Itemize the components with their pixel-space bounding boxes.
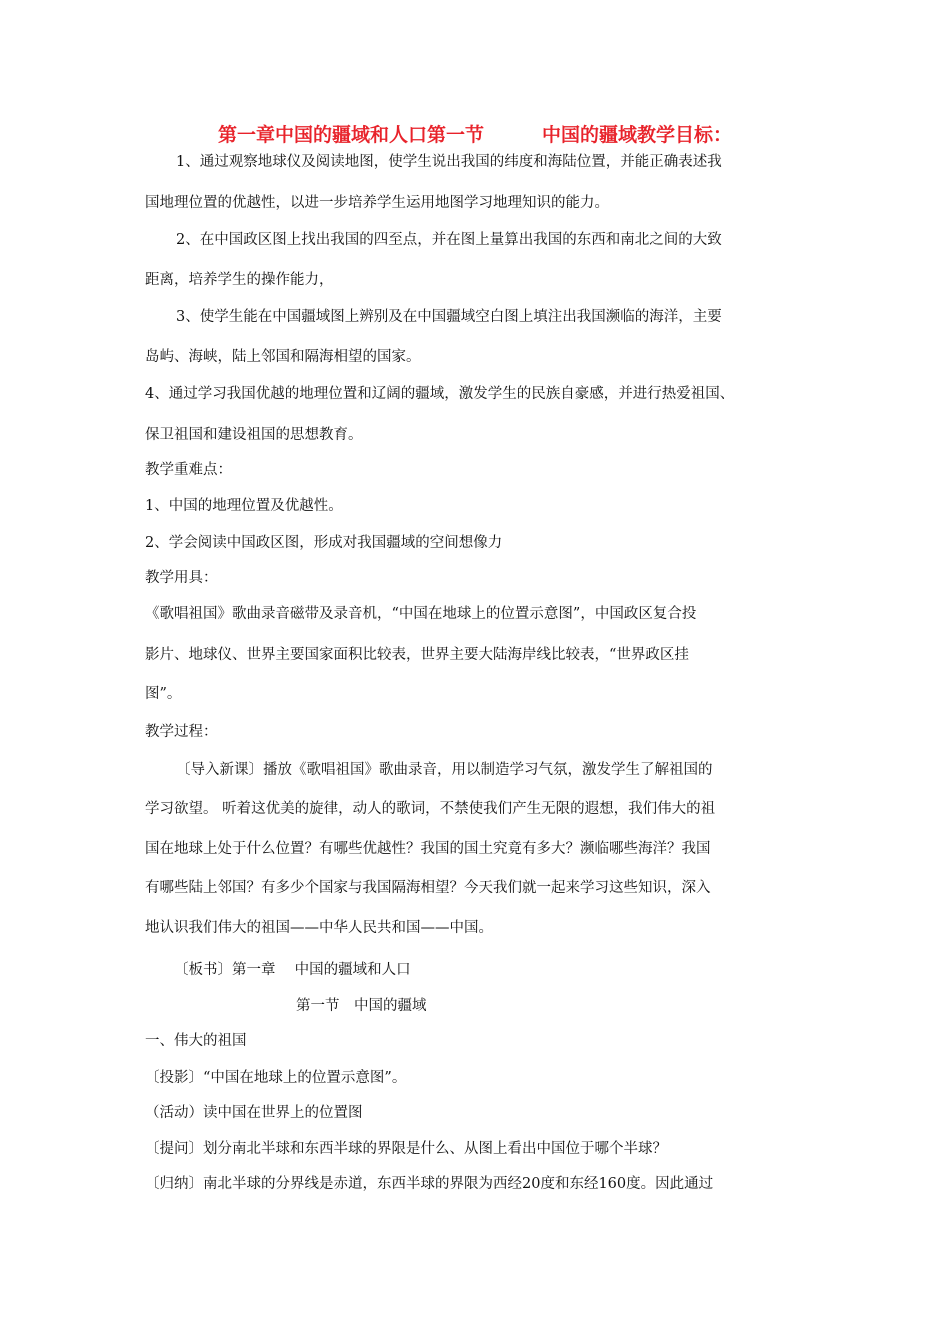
text-line: （活动）读中国在世界上的位置图 <box>145 1105 363 1121</box>
board-subheading: 第一节 中国的疆域 <box>296 998 427 1014</box>
text-line: 〔导入新课〕播放《歌唱祖国》歌曲录音，用以制造学习气氛，激发学生了解祖国的 <box>176 762 713 778</box>
text-line: 影片、地球仪、世界主要国家面积比较表，世界主要大陆海岸线比较表，“世界政区挂 <box>145 647 689 663</box>
text-line: 国地理位置的优越性，以进一步培养学生运用地图学习地理知识的能力。 <box>145 195 609 211</box>
text-line: 《歌唱祖国》歌曲录音磁带及录音机，“中国在地球上的位置示意图”，中国政区复合投 <box>145 606 697 622</box>
text-line: 距离，培养学生的操作能力， <box>145 272 334 288</box>
text-line: 岛屿、海峡，陆上邻国和隔海相望的国家。 <box>145 349 421 365</box>
section-heading: 教学用具： <box>145 570 218 586</box>
text-line: 4、通过学习我国优越的地理位置和辽阔的疆域，激发学生的民族自豪感，并进行热爱祖国、 <box>145 386 735 402</box>
title-part-1: 第一章中国的疆域和人口第一节 <box>217 124 484 146</box>
section-heading: 教学过程： <box>145 724 218 740</box>
text-line: 〔提问〕划分南北半球和东西半球的界限是什么、从图上看出中国位于哪个半球？ <box>145 1141 667 1157</box>
text-line: 图”。 <box>145 686 182 702</box>
title-part-2: 中国的疆域教学目标： <box>542 124 733 146</box>
text-line: 1、中国的地理位置及优越性。 <box>145 498 343 514</box>
page-title <box>0 120 950 147</box>
text-line: 有哪些陆上邻国？有多少个国家与我国隔海相望？今天我们就一起来学习这些知识，深入 <box>145 880 711 896</box>
text-line: 保卫祖国和建设祖国的思想教育。 <box>145 427 363 443</box>
text-line: 〔归纳〕南北半球的分界线是赤道，东西半球的界限为西经20度和东经160度。因此通过 <box>145 1176 714 1192</box>
board-heading: 〔板书〕第一章 中国的疆域和人口 <box>174 962 411 978</box>
text-line: 国在地球上处于什么位置？有哪些优越性？我国的国土究竟有多大？濒临哪些海洋？我国 <box>145 841 711 857</box>
text-line: 地认识我们伟大的祖国——中华人民共和国——中国。 <box>145 920 493 936</box>
text-line: 3、使学生能在中国疆域图上辨别及在中国疆域空白图上填注出我国濒临的海洋，主要 <box>176 309 722 325</box>
text-line: 学习欲望。 听着这优美的旋律，动人的歌词，不禁使我们产生无限的遐想，我们伟大的祖 <box>145 801 716 817</box>
text-line: 1、通过观察地球仪及阅读地图，使学生说出我国的纬度和海陆位置，并能正确表述我 <box>176 154 722 170</box>
section-heading: 教学重难点： <box>145 462 232 478</box>
text-line: 2、学会阅读中国政区图，形成对我国疆域的空间想像力 <box>145 535 503 551</box>
text-line: 2、在中国政区图上找出我国的四至点，并在图上量算出我国的东西和南北之间的大致 <box>176 232 722 248</box>
text-line: 〔投影〕“中国在地球上的位置示意图”。 <box>145 1070 407 1086</box>
section-heading: 一、伟大的祖国 <box>145 1033 247 1049</box>
